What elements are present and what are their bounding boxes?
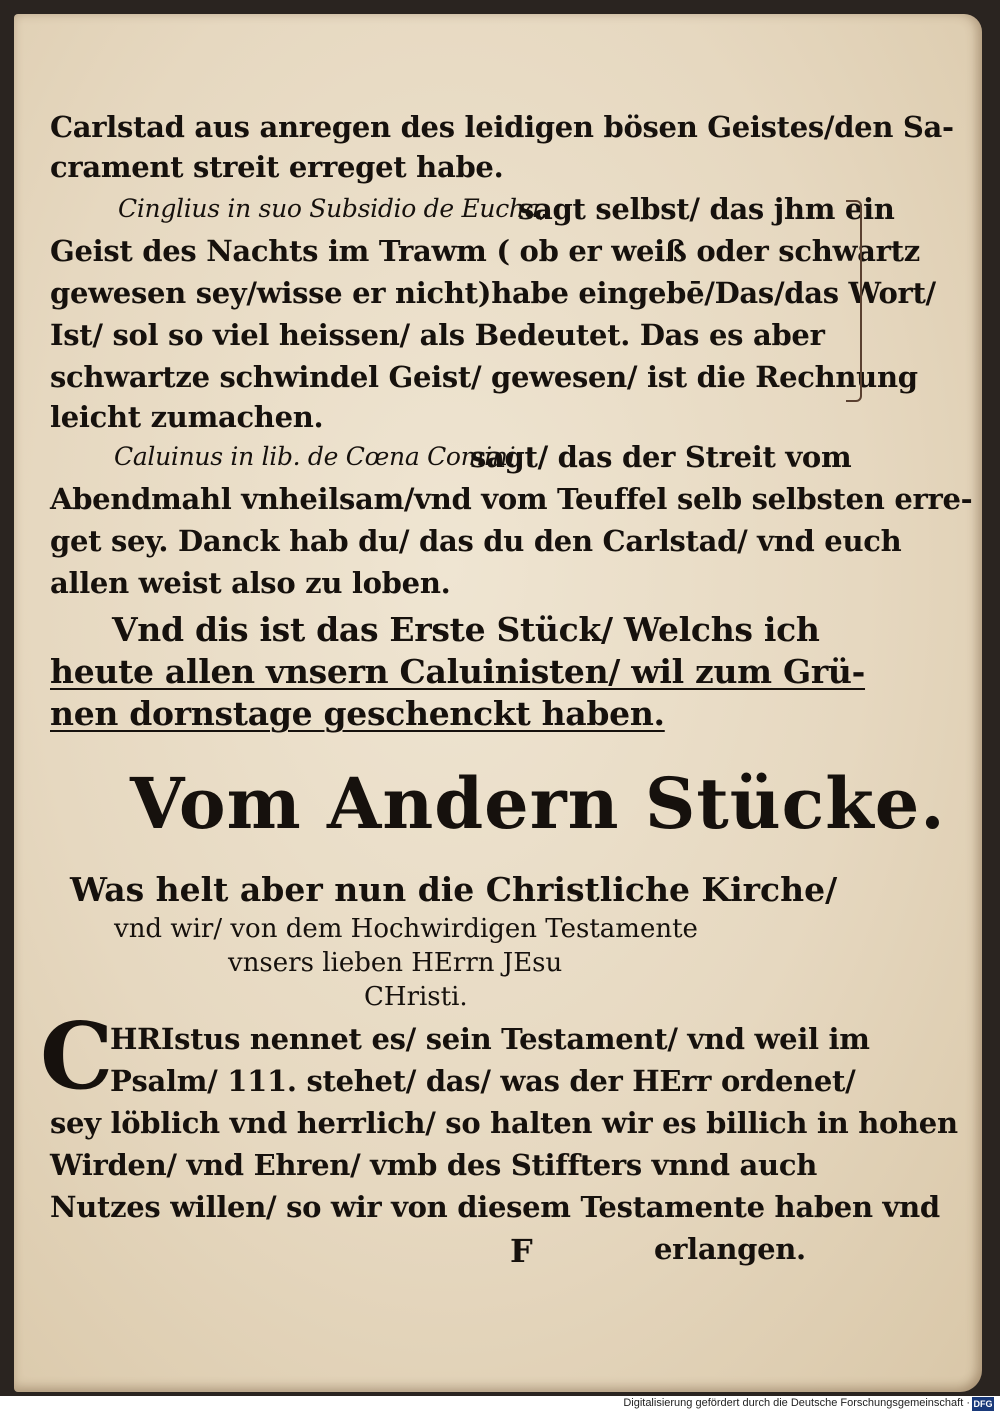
text-line: schwartze schwindel Geist/ gewesen/ ist die Rechnung bbox=[50, 360, 918, 394]
section-heading: Vom Andern Stücke. bbox=[130, 762, 946, 845]
text-line: Geist des Nachts im Trawm ( ob er weiß oder schwartz bbox=[50, 234, 920, 268]
text-line: get sey. Danck hab du/ das du den Carlstad/ vnd euch bbox=[50, 524, 902, 558]
drop-capital: C bbox=[40, 1002, 114, 1110]
text-line: HRIstus nennet es/ sein Testament/ vnd weil im bbox=[110, 1022, 870, 1056]
text-line: gewesen sey/wisse er nicht)habe eingebē/Das/das Wort/ bbox=[50, 276, 936, 310]
text-line: heute allen vnsern Caluinisten/ wil zum Grü- bbox=[50, 652, 866, 691]
text-line: sagt/ das der Streit vom bbox=[470, 440, 852, 474]
text-line: Abendmahl vnheilsam/vnd vom Teuffel selb selbsten erre- bbox=[50, 482, 973, 516]
subheading-line: vnd wir/ von dem Hochwirdigen Testamente bbox=[114, 914, 698, 944]
margin-bracket bbox=[846, 200, 862, 402]
text-line: leicht zumachen. bbox=[50, 400, 324, 434]
subheading-line: vnsers lieben HErrn JEsu bbox=[228, 948, 563, 978]
funding-credit: Digitalisierung gefördert durch die Deutsche Forschungsgemeinschaft · bbox=[623, 1397, 970, 1409]
text-line: crament streit erreget habe. bbox=[50, 150, 504, 184]
text-line: nen dornstage geschenckt haben. bbox=[50, 694, 665, 733]
citation-zwingli: Cinglius in suo Subsidio de Eucha, bbox=[118, 194, 547, 223]
catchword: erlangen. bbox=[654, 1232, 806, 1266]
text-line: Ist/ sol so viel heissen/ als Bedeutet. Das es aber bbox=[50, 318, 825, 352]
subheading-line: CHristi. bbox=[364, 982, 468, 1012]
text-line: Wirden/ vnd Ehren/ vmb des Stiffters vnnd auch bbox=[50, 1148, 817, 1182]
text-line: Nutzes willen/ so wir von diesem Testamente haben vnd bbox=[50, 1190, 940, 1224]
dfg-logo: DFG bbox=[973, 1399, 993, 1409]
text-line: Vnd dis ist das Erste Stück/ Welchs ich bbox=[112, 610, 820, 649]
text-line: sey löblich vnd herrlich/ so halten wir es billich in hohen bbox=[50, 1106, 958, 1140]
book-page bbox=[14, 14, 982, 1392]
text-line: Carlstad aus anregen des leidigen bösen Geistes/den Sa- bbox=[50, 110, 954, 144]
text-line: sagt selbst/ das jhm ein bbox=[518, 192, 895, 226]
subheading-line: Was helt aber nun die Christliche Kirche/ bbox=[70, 870, 838, 909]
footer-bar bbox=[0, 1396, 1000, 1414]
citation-calvin: Caluinus in lib. de Cœna Comini bbox=[114, 442, 516, 471]
text-line: Psalm/ 111. stehet/ das/ was der HErr ordenet/ bbox=[110, 1064, 856, 1098]
text-line: allen weist also zu loben. bbox=[50, 566, 451, 600]
signature-mark: F bbox=[510, 1232, 533, 1270]
